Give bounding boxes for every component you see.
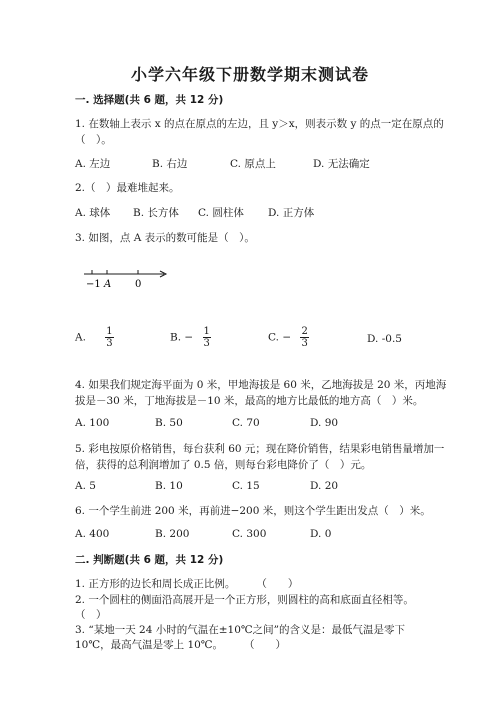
- fraction-denominator: 3: [106, 338, 113, 349]
- q6-option-c: C. 300: [232, 528, 267, 540]
- q4-option-c: C. 70: [232, 417, 260, 429]
- q2-option-c: C. 圆柱体: [198, 207, 244, 219]
- q2-option-b: B. 长方体: [133, 207, 179, 219]
- judge-question-3-text: 3. “某地一天 24 小时的气温在±10℃之间”的含义是：最低气温是零下: [75, 624, 406, 636]
- q3-option-d: D. -0.5: [367, 333, 402, 345]
- fraction-numerator: 1: [106, 326, 113, 337]
- question-4-text-cont: 拔是－30 米，丁地海拔是－10 米，最高的地方比最低的地方高（ ）米。: [75, 395, 424, 407]
- q3-option-b-fraction: [203, 326, 211, 349]
- label-minus-one: −1: [86, 279, 101, 290]
- question-1-text: 1. 在数轴上表示 x 的点在原点的左边，且 y＞x，则表示数 y 的点一定在原点的: [75, 118, 444, 130]
- q3-option-a: [75, 326, 114, 349]
- q6-option-d: D. 0: [310, 528, 332, 540]
- q2-option-d: D. 正方体: [268, 207, 315, 219]
- judge-question-3-text-cont: 10℃，最高气温是零上 10℃。 （ ）: [75, 639, 287, 651]
- question-5-text-cont: 倍，获得的总利润增加了 0.5 倍，则每台彩电降价了（ ）元。: [75, 459, 372, 471]
- question-5-text: 5. 彩电按原价格销售，每台获利 60 元；现在降价销售，结果彩电销售量增加一: [75, 443, 445, 455]
- q3-option-c: [268, 326, 309, 349]
- q5-option-a: A. 5: [75, 480, 96, 492]
- q1-option-a: A. 左边: [75, 158, 111, 170]
- q1-option-b: B. 右边: [152, 158, 188, 170]
- q6-option-b: B. 200: [155, 528, 190, 540]
- q4-option-d: D. 90: [310, 417, 339, 429]
- q3-option-b-label: B. −: [170, 331, 194, 344]
- judge-question-1-text: 1. 正方形的边长和周长成正比例。 （ ）: [75, 578, 299, 590]
- q5-option-d: D. 20: [310, 480, 339, 492]
- label-zero: 0: [135, 279, 142, 290]
- number-line-figure: [84, 262, 184, 296]
- section-heading-choice: 一. 选择题(共 6 题，共 12 分): [75, 94, 224, 106]
- q3-option-a-label: A.: [75, 331, 86, 344]
- q3-option-a-fraction: [105, 326, 113, 349]
- q3-option-b: [170, 326, 211, 349]
- q4-option-a: A. 100: [75, 417, 110, 429]
- fraction-numerator: 2: [301, 326, 308, 337]
- q2-option-a: A. 球体: [75, 207, 111, 219]
- question-6-text: 6. 一个学生前进 200 米，再前进−200 米，则这个学生距出发点（ ）米。: [75, 505, 431, 517]
- q1-option-d: D. 无法确定: [313, 158, 370, 170]
- question-1-text-cont: （ ）。: [75, 134, 112, 146]
- q6-option-a: A. 400: [75, 528, 110, 540]
- page-title: 小学六年级下册数学期末测试卷: [130, 65, 369, 84]
- question-3-text: 3. 如图，点 A 表示的数可能是（ ）。: [75, 232, 255, 244]
- q3-option-c-fraction: [300, 326, 308, 349]
- question-4-text: 4. 如果我们规定海平面为 0 米，甲地海拔是 60 米，乙地海拔是 20 米，丙地海: [75, 379, 447, 391]
- q4-option-b: B. 50: [155, 417, 183, 429]
- label-point-a: A: [104, 279, 112, 290]
- fraction-denominator: 3: [203, 338, 210, 349]
- section-heading-judge: 二. 判断题(共 6 题，共 12 分): [75, 554, 224, 566]
- fraction-denominator: 3: [301, 338, 308, 349]
- q5-option-c: C. 15: [232, 480, 260, 492]
- fraction-numerator: 1: [203, 326, 210, 337]
- q3-option-c-label: C. −: [268, 331, 292, 344]
- question-2-text: 2.（ ）最难堆起来。: [75, 182, 180, 194]
- judge-question-2-text: 2. 一个圆柱的侧面沿高展开是一个正方形，则圆柱的高和底面直径相等。: [75, 594, 414, 606]
- judge-question-2-text-cont: （ ）: [75, 609, 107, 621]
- q5-option-b: B. 10: [155, 480, 183, 492]
- q1-option-c: C. 原点上: [230, 158, 276, 170]
